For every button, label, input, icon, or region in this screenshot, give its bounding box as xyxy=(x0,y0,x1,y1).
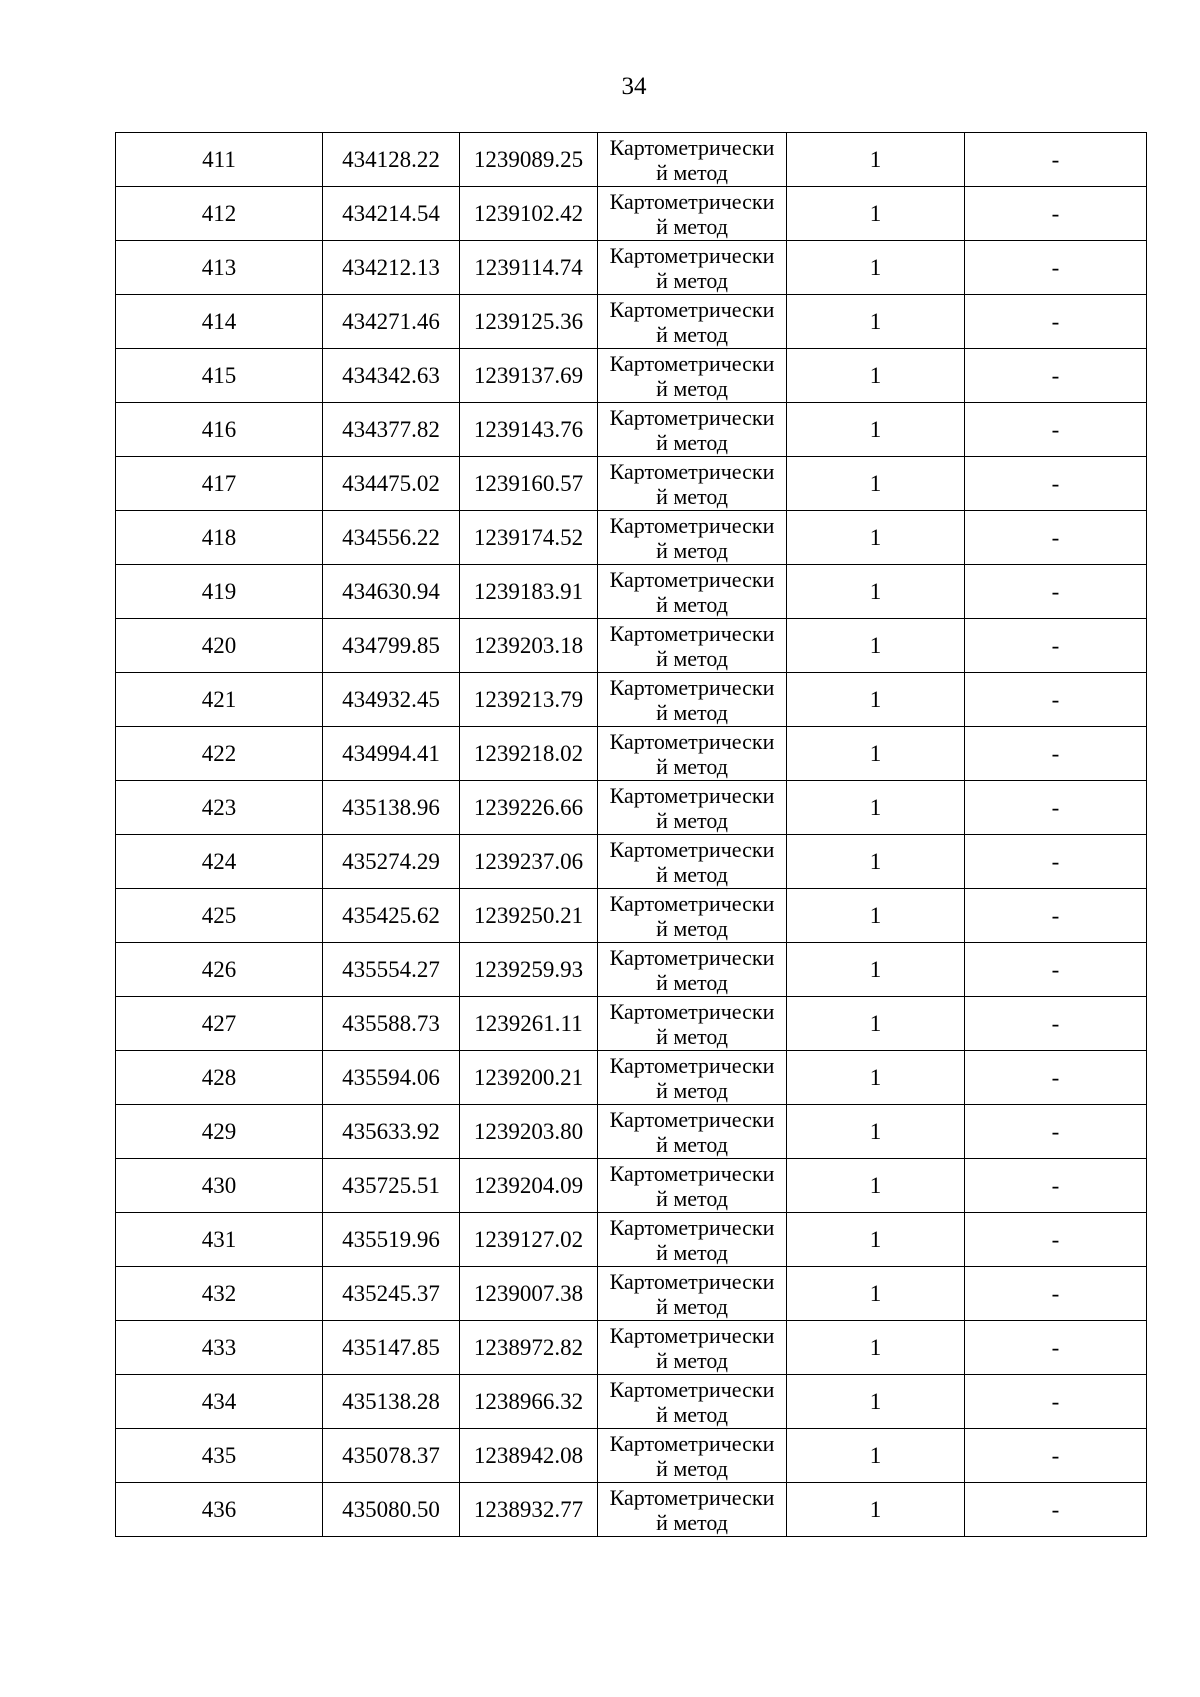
point-number-cell: 412 xyxy=(116,187,323,241)
description-cell: - xyxy=(965,1051,1147,1105)
accuracy-cell: 1 xyxy=(787,565,965,619)
method-cell: Картометрически й метод xyxy=(598,349,787,403)
point-number-cell: 430 xyxy=(116,1159,323,1213)
accuracy-cell: 1 xyxy=(787,1051,965,1105)
accuracy-cell: 1 xyxy=(787,1321,965,1375)
accuracy-cell: 1 xyxy=(787,1213,965,1267)
accuracy-cell: 1 xyxy=(787,727,965,781)
x-coordinate-cell: 435594.06 xyxy=(323,1051,460,1105)
description-cell: - xyxy=(965,133,1147,187)
accuracy-cell: 1 xyxy=(787,1159,965,1213)
method-cell: Картометрически й метод xyxy=(598,835,787,889)
accuracy-cell: 1 xyxy=(787,781,965,835)
accuracy-cell: 1 xyxy=(787,349,965,403)
method-cell: Картометрически й метод xyxy=(598,1213,787,1267)
x-coordinate-cell: 434377.82 xyxy=(323,403,460,457)
method-cell: Картометрически й метод xyxy=(598,241,787,295)
y-coordinate-cell: 1239174.52 xyxy=(460,511,598,565)
x-coordinate-cell: 435138.96 xyxy=(323,781,460,835)
x-coordinate-cell: 434475.02 xyxy=(323,457,460,511)
y-coordinate-cell: 1239160.57 xyxy=(460,457,598,511)
table-row xyxy=(116,565,1147,619)
table-row xyxy=(116,1375,1147,1429)
method-cell: Картометрически й метод xyxy=(598,1159,787,1213)
x-coordinate-cell: 435588.73 xyxy=(323,997,460,1051)
point-number-cell: 429 xyxy=(116,1105,323,1159)
y-coordinate-cell: 1239089.25 xyxy=(460,133,598,187)
y-coordinate-cell: 1239114.74 xyxy=(460,241,598,295)
method-cell: Картометрически й метод xyxy=(598,781,787,835)
method-cell: Картометрически й метод xyxy=(598,133,787,187)
description-cell: - xyxy=(965,1159,1147,1213)
y-coordinate-cell: 1239204.09 xyxy=(460,1159,598,1213)
y-coordinate-cell: 1239259.93 xyxy=(460,943,598,997)
point-number-cell: 417 xyxy=(116,457,323,511)
x-coordinate-cell: 435274.29 xyxy=(323,835,460,889)
y-coordinate-cell: 1238942.08 xyxy=(460,1429,598,1483)
coordinates-table-body xyxy=(116,133,1147,1537)
point-number-cell: 411 xyxy=(116,133,323,187)
accuracy-cell: 1 xyxy=(787,133,965,187)
table-row xyxy=(116,889,1147,943)
table-row xyxy=(116,1483,1147,1537)
point-number-cell: 421 xyxy=(116,673,323,727)
coordinates-table xyxy=(115,132,1147,1537)
table-row xyxy=(116,187,1147,241)
method-cell: Картометрически й метод xyxy=(598,565,787,619)
point-number-cell: 422 xyxy=(116,727,323,781)
description-cell: - xyxy=(965,673,1147,727)
table-row xyxy=(116,727,1147,781)
table-row xyxy=(116,997,1147,1051)
method-cell: Картометрически й метод xyxy=(598,1105,787,1159)
x-coordinate-cell: 434212.13 xyxy=(323,241,460,295)
accuracy-cell: 1 xyxy=(787,673,965,727)
accuracy-cell: 1 xyxy=(787,997,965,1051)
accuracy-cell: 1 xyxy=(787,1375,965,1429)
point-number-cell: 423 xyxy=(116,781,323,835)
x-coordinate-cell: 434556.22 xyxy=(323,511,460,565)
table-row xyxy=(116,1213,1147,1267)
y-coordinate-cell: 1239127.02 xyxy=(460,1213,598,1267)
point-number-cell: 436 xyxy=(116,1483,323,1537)
accuracy-cell: 1 xyxy=(787,1267,965,1321)
point-number-cell: 418 xyxy=(116,511,323,565)
table-row xyxy=(116,673,1147,727)
description-cell: - xyxy=(965,835,1147,889)
description-cell: - xyxy=(965,1321,1147,1375)
y-coordinate-cell: 1239125.36 xyxy=(460,295,598,349)
table-row xyxy=(116,457,1147,511)
method-cell: Картометрически й метод xyxy=(598,997,787,1051)
point-number-cell: 427 xyxy=(116,997,323,1051)
y-coordinate-cell: 1238932.77 xyxy=(460,1483,598,1537)
x-coordinate-cell: 434799.85 xyxy=(323,619,460,673)
table-row xyxy=(116,943,1147,997)
x-coordinate-cell: 434214.54 xyxy=(323,187,460,241)
description-cell: - xyxy=(965,997,1147,1051)
y-coordinate-cell: 1239203.18 xyxy=(460,619,598,673)
description-cell: - xyxy=(965,1375,1147,1429)
accuracy-cell: 1 xyxy=(787,835,965,889)
description-cell: - xyxy=(965,511,1147,565)
method-cell: Картометрически й метод xyxy=(598,403,787,457)
description-cell: - xyxy=(965,1213,1147,1267)
x-coordinate-cell: 434342.63 xyxy=(323,349,460,403)
table-row xyxy=(116,511,1147,565)
table-row xyxy=(116,1267,1147,1321)
method-cell: Картометрически й метод xyxy=(598,1321,787,1375)
description-cell: - xyxy=(965,727,1147,781)
y-coordinate-cell: 1238972.82 xyxy=(460,1321,598,1375)
point-number-cell: 428 xyxy=(116,1051,323,1105)
x-coordinate-cell: 435633.92 xyxy=(323,1105,460,1159)
description-cell: - xyxy=(965,781,1147,835)
y-coordinate-cell: 1239102.42 xyxy=(460,187,598,241)
y-coordinate-cell: 1239007.38 xyxy=(460,1267,598,1321)
accuracy-cell: 1 xyxy=(787,1429,965,1483)
point-number-cell: 425 xyxy=(116,889,323,943)
description-cell: - xyxy=(965,241,1147,295)
x-coordinate-cell: 435519.96 xyxy=(323,1213,460,1267)
point-number-cell: 424 xyxy=(116,835,323,889)
point-number-cell: 432 xyxy=(116,1267,323,1321)
description-cell: - xyxy=(965,349,1147,403)
table-row xyxy=(116,1051,1147,1105)
description-cell: - xyxy=(965,295,1147,349)
accuracy-cell: 1 xyxy=(787,619,965,673)
method-cell: Картометрически й метод xyxy=(598,511,787,565)
method-cell: Картометрически й метод xyxy=(598,187,787,241)
table-row xyxy=(116,835,1147,889)
method-cell: Картометрически й метод xyxy=(598,889,787,943)
description-cell: - xyxy=(965,457,1147,511)
accuracy-cell: 1 xyxy=(787,457,965,511)
method-cell: Картометрически й метод xyxy=(598,1483,787,1537)
accuracy-cell: 1 xyxy=(787,889,965,943)
description-cell: - xyxy=(965,1429,1147,1483)
description-cell: - xyxy=(965,1483,1147,1537)
table-row xyxy=(116,1321,1147,1375)
x-coordinate-cell: 435554.27 xyxy=(323,943,460,997)
description-cell: - xyxy=(965,403,1147,457)
y-coordinate-cell: 1239226.66 xyxy=(460,781,598,835)
y-coordinate-cell: 1239183.91 xyxy=(460,565,598,619)
accuracy-cell: 1 xyxy=(787,1483,965,1537)
method-cell: Картометрически й метод xyxy=(598,1051,787,1105)
y-coordinate-cell: 1239261.11 xyxy=(460,997,598,1051)
method-cell: Картометрически й метод xyxy=(598,943,787,997)
x-coordinate-cell: 435138.28 xyxy=(323,1375,460,1429)
table-row xyxy=(116,619,1147,673)
description-cell: - xyxy=(965,1105,1147,1159)
point-number-cell: 416 xyxy=(116,403,323,457)
method-cell: Картометрически й метод xyxy=(598,457,787,511)
table-row xyxy=(116,1159,1147,1213)
table-row xyxy=(116,403,1147,457)
method-cell: Картометрически й метод xyxy=(598,727,787,781)
y-coordinate-cell: 1239237.06 xyxy=(460,835,598,889)
y-coordinate-cell: 1239143.76 xyxy=(460,403,598,457)
accuracy-cell: 1 xyxy=(787,403,965,457)
x-coordinate-cell: 434630.94 xyxy=(323,565,460,619)
point-number-cell: 431 xyxy=(116,1213,323,1267)
method-cell: Картометрически й метод xyxy=(598,1267,787,1321)
point-number-cell: 420 xyxy=(116,619,323,673)
x-coordinate-cell: 435080.50 xyxy=(323,1483,460,1537)
method-cell: Картометрически й метод xyxy=(598,619,787,673)
description-cell: - xyxy=(965,565,1147,619)
accuracy-cell: 1 xyxy=(787,295,965,349)
accuracy-cell: 1 xyxy=(787,187,965,241)
description-cell: - xyxy=(965,943,1147,997)
accuracy-cell: 1 xyxy=(787,943,965,997)
x-coordinate-cell: 435245.37 xyxy=(323,1267,460,1321)
description-cell: - xyxy=(965,889,1147,943)
y-coordinate-cell: 1239200.21 xyxy=(460,1051,598,1105)
point-number-cell: 415 xyxy=(116,349,323,403)
y-coordinate-cell: 1239218.02 xyxy=(460,727,598,781)
y-coordinate-cell: 1238966.32 xyxy=(460,1375,598,1429)
page-number: 34 xyxy=(621,73,647,100)
method-cell: Картометрически й метод xyxy=(598,1429,787,1483)
point-number-cell: 414 xyxy=(116,295,323,349)
y-coordinate-cell: 1239213.79 xyxy=(460,673,598,727)
point-number-cell: 435 xyxy=(116,1429,323,1483)
x-coordinate-cell: 434932.45 xyxy=(323,673,460,727)
point-number-cell: 426 xyxy=(116,943,323,997)
table-row xyxy=(116,349,1147,403)
x-coordinate-cell: 435425.62 xyxy=(323,889,460,943)
description-cell: - xyxy=(965,619,1147,673)
method-cell: Картометрически й метод xyxy=(598,673,787,727)
x-coordinate-cell: 434271.46 xyxy=(323,295,460,349)
accuracy-cell: 1 xyxy=(787,1105,965,1159)
point-number-cell: 413 xyxy=(116,241,323,295)
x-coordinate-cell: 435147.85 xyxy=(323,1321,460,1375)
accuracy-cell: 1 xyxy=(787,511,965,565)
table-row xyxy=(116,133,1147,187)
table-row xyxy=(116,1105,1147,1159)
table-row xyxy=(116,1429,1147,1483)
table-row xyxy=(116,295,1147,349)
table-row xyxy=(116,241,1147,295)
x-coordinate-cell: 435078.37 xyxy=(323,1429,460,1483)
x-coordinate-cell: 434994.41 xyxy=(323,727,460,781)
point-number-cell: 433 xyxy=(116,1321,323,1375)
y-coordinate-cell: 1239203.80 xyxy=(460,1105,598,1159)
method-cell: Картометрически й метод xyxy=(598,1375,787,1429)
y-coordinate-cell: 1239250.21 xyxy=(460,889,598,943)
accuracy-cell: 1 xyxy=(787,241,965,295)
y-coordinate-cell: 1239137.69 xyxy=(460,349,598,403)
point-number-cell: 419 xyxy=(116,565,323,619)
description-cell: - xyxy=(965,187,1147,241)
method-cell: Картометрически й метод xyxy=(598,295,787,349)
table-row xyxy=(116,781,1147,835)
description-cell: - xyxy=(965,1267,1147,1321)
x-coordinate-cell: 434128.22 xyxy=(323,133,460,187)
x-coordinate-cell: 435725.51 xyxy=(323,1159,460,1213)
point-number-cell: 434 xyxy=(116,1375,323,1429)
